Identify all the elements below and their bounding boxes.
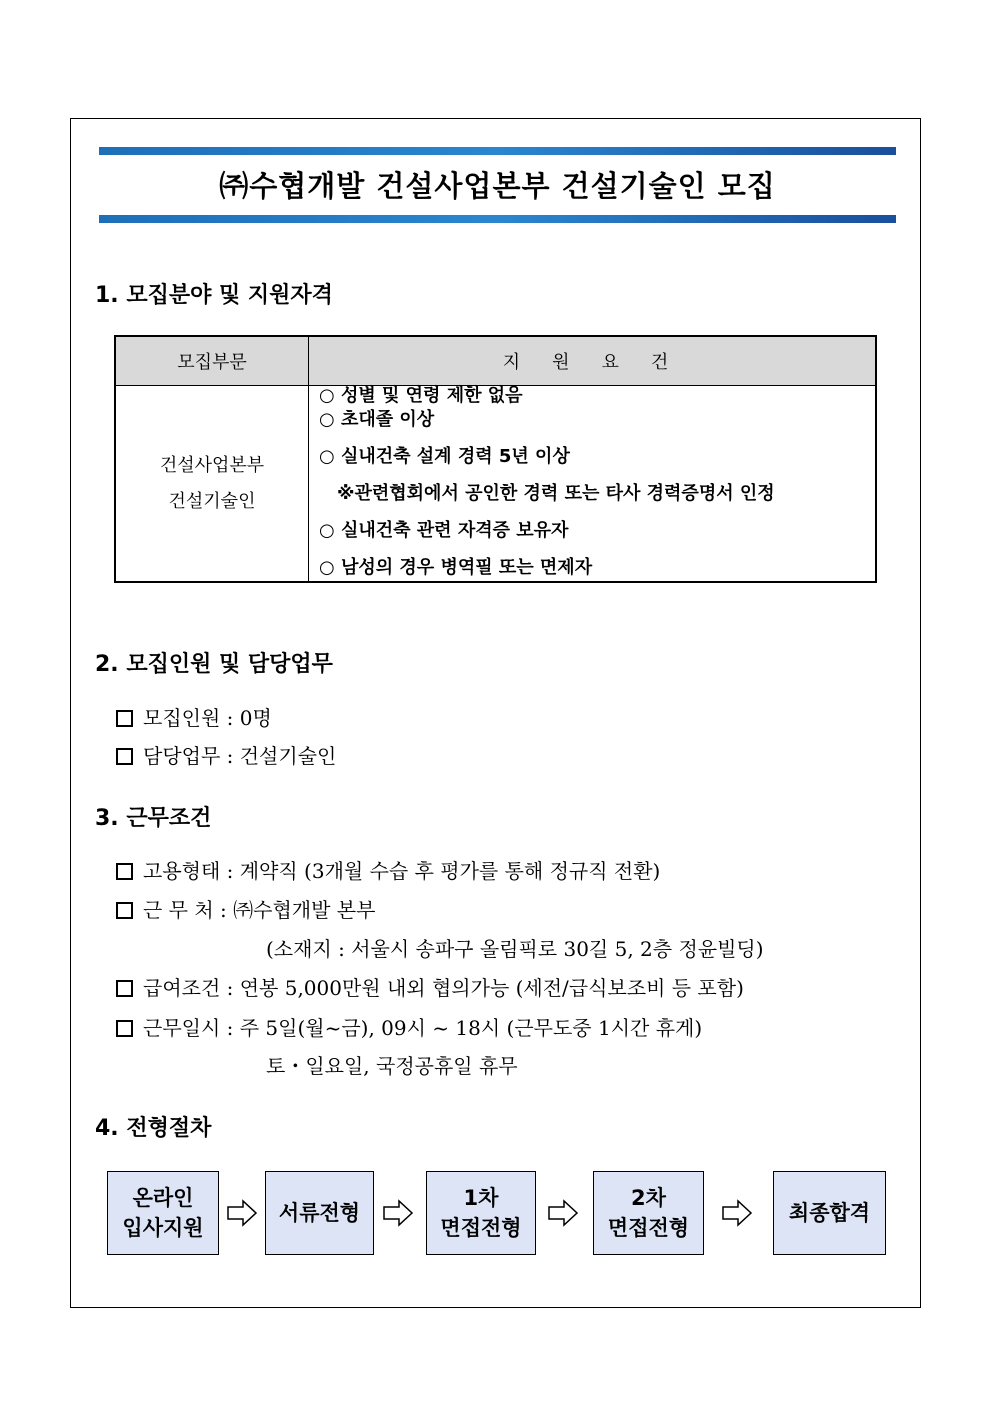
title-bar-top — [99, 147, 896, 155]
checkbox-icon — [116, 1020, 133, 1037]
address-text: (소재지 : 서울시 송파구 올림픽로 30길 5, 2층 정윤빌딩) — [266, 937, 764, 961]
step-label: 면접전형 — [607, 1216, 690, 1240]
step-label: 1차 — [463, 1186, 499, 1210]
requirement-note: ※관련협회에서 공인한 경력 또는 타사 경력증명서 인정 — [337, 483, 775, 504]
hours-item — [116, 1012, 702, 1041]
step-label: 서류전형 — [278, 1201, 361, 1225]
dept-line-1: 건설사업본부 — [159, 454, 265, 476]
duty-text: 담당업무 : 건설기술인 — [143, 744, 337, 768]
table-header-dept: 모집부문 — [115, 336, 309, 386]
step-label: 온라인 — [132, 1186, 194, 1210]
requirement-item: ○ 실내건축 설계 경력 5년 이상 — [319, 446, 570, 467]
checkbox-icon — [116, 863, 133, 880]
step-document-screening — [265, 1171, 374, 1255]
step-label: 면접전형 — [440, 1216, 522, 1240]
recruit-count-item — [116, 702, 272, 731]
step-label: 입사지원 — [122, 1216, 204, 1240]
page-title: ㈜수협개발 건설사업본부 건설기술인 모집 — [219, 169, 776, 203]
recruit-count-text: 모집인원 : 0명 — [143, 706, 272, 730]
employment-item — [116, 855, 660, 884]
section-3-heading: 3. 근무조건 — [95, 806, 212, 831]
step-label: 2차 — [631, 1186, 666, 1210]
section-1-heading: 1. 모집분야 및 지원자격 — [95, 283, 333, 308]
hours-text: 근무일시 : 주 5일(월~금), 09시 ~ 18시 (근무도중 1시간 휴게) — [143, 1016, 703, 1040]
duty-item — [116, 740, 336, 769]
checkbox-icon — [116, 748, 133, 765]
section-2-heading: 2. 모집인원 및 담당업무 — [95, 652, 333, 677]
title-bar-bottom — [99, 215, 896, 223]
step-final-pass — [773, 1171, 886, 1255]
requirement-item: ○ 실내건축 관련 자격증 보유자 — [319, 520, 569, 541]
salary-item — [116, 972, 744, 1001]
checkbox-icon — [116, 980, 133, 997]
section-4-heading: 4. 전형절차 — [95, 1116, 212, 1141]
step-first-interview — [426, 1171, 536, 1255]
arrow-right-icon — [382, 1198, 414, 1228]
employment-text: 고용형태 : 계약직 (3개월 수습 후 평가를 통해 정규직 전환) — [143, 859, 661, 883]
step-label: 최종합격 — [788, 1201, 871, 1225]
arrow-right-icon — [547, 1198, 579, 1228]
checkbox-icon — [116, 902, 133, 919]
holidays-text: 토・일요일, 국정공휴일 휴무 — [266, 1054, 518, 1078]
checkbox-icon — [116, 710, 133, 727]
dept-cell — [115, 386, 309, 583]
requirements-table — [114, 335, 877, 583]
workplace-text: 근 무 처 : ㈜수협개발 본부 — [143, 898, 376, 922]
requirement-item: ○ 초대졸 이상 — [319, 409, 435, 430]
arrow-right-icon — [226, 1198, 258, 1228]
requirements-cell — [309, 386, 877, 583]
table-header-req: 지원요건 — [309, 336, 877, 386]
salary-text: 급여조건 : 연봉 5,000만원 내외 협의가능 (세전/급식보조비 등 포함) — [143, 976, 744, 1000]
requirement-item: ○ 남성의 경우 병역필 또는 면제자 — [319, 557, 593, 578]
arrow-right-icon — [721, 1198, 753, 1228]
step-online-apply — [107, 1171, 219, 1255]
dept-line-2: 건설기술인 — [168, 490, 256, 512]
requirement-item: ○ 성별 및 연령 제한 없음 — [319, 385, 523, 406]
step-second-interview — [593, 1171, 704, 1255]
workplace-item — [116, 894, 375, 923]
